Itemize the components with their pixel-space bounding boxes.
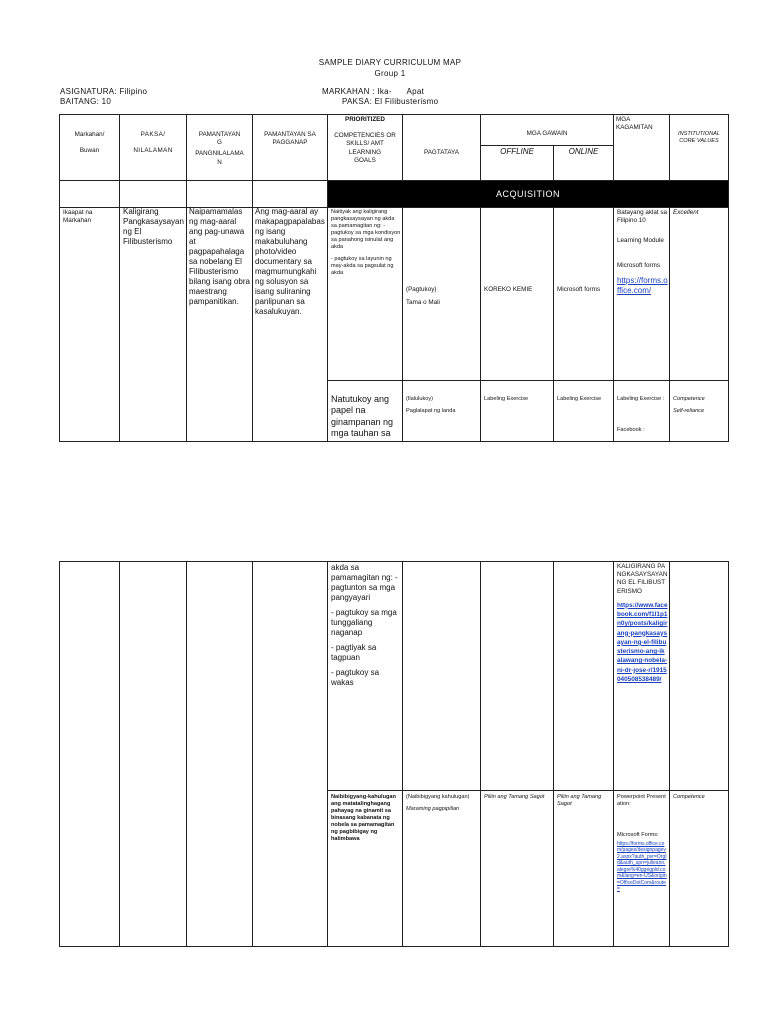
row1-pagtataya-a: (Pagtukoy): [406, 286, 437, 293]
row1-pagtataya-b: Tama o Mali: [406, 299, 440, 307]
doc-title: SAMPLE DIARY CURRICULUM MAP: [318, 58, 462, 67]
row1-markahan: Ikaapat na Markahan: [63, 209, 93, 225]
th-kagamitan-line1: MGA: [616, 116, 631, 123]
asignatura-label: ASIGNATURA: Filipino: [60, 87, 148, 96]
th-paksa-line1: PAKSA/: [140, 131, 166, 138]
th-kagamitan-line2: KAGAMITAN: [616, 124, 653, 132]
p2-row1-competency-b: - pagtukoy sa mga tunggaliang naganap: [331, 608, 397, 637]
p2-row1-competency-c: - pagtiyak sa tagpuan: [331, 643, 377, 662]
row1-paksa: Kaligirang Pangkasaysayan ng El Filibusterismo: [123, 207, 184, 246]
th-pangnilalaman-line1: PAMANTAYAN: [198, 131, 241, 138]
row1-kagamitan: [617, 209, 668, 301]
paksa-label: PAKSA: El Filibusterismo: [342, 97, 439, 106]
p2-row2-kagamitan: [617, 794, 668, 932]
row1-competency-b: - pagtukoy sa layunin ng may-akda sa pagsulat ng akda: [331, 255, 394, 276]
row2-core-values-b: Self-reliance: [673, 407, 705, 414]
th-pagtataya: PAGTATAYA: [424, 149, 459, 156]
p2-row2-forms-link[interactable]: https://forms.office.com/pages/designpagev2.aspx?auth_pvr=OrgId&auth_upn=julieann.alegre%40ggegpld.com&lang=en-US&origin=OfficeDotCom&route=: [617, 840, 667, 893]
markahan-label: MARKAHAN : Ika- Apat: [322, 87, 425, 96]
th-core-values-line1: INSTITUTIONAL: [678, 131, 720, 137]
p2-row2-pagtataya-a: (Naibibigyang kahulugan): [406, 794, 470, 800]
th-competencies-line4: LEARNING: [348, 148, 382, 156]
row1-competency: [331, 209, 401, 282]
row2-kagamitan: [617, 396, 668, 439]
row2-online: Labeling Exercise: [557, 396, 602, 402]
th-pangnilalaman: [187, 131, 252, 167]
th-online: ONLINE: [568, 147, 599, 156]
doc-group: Group 1: [374, 69, 406, 78]
row1-forms-link[interactable]: https://forms.office.com/: [617, 275, 668, 295]
th-markahan-line1: Markahan/: [74, 131, 105, 138]
row2-pagtataya: [406, 396, 479, 420]
th-paksa: [120, 131, 186, 155]
row1-pagganap: Ang mag-aaral ay makapagpapalabas ng isang makabuluhang photo/video documentary sa magmumungkahi ng solusyon sa isang suliraning panlipunan sa kasalukuyan.: [255, 207, 325, 316]
row1-kagamitan-b: Learning Module: [617, 237, 664, 245]
row2-kagamitan-b: Facebook :: [617, 426, 645, 433]
p2-row2-core-values: Competence: [673, 794, 705, 800]
row1-pangnilalaman: Naipamamalas ng mag-aaral ang pag-unawa at pagpapahalaga sa nobelang El Filibusterismo bilang isang obra maestrang pampanitikan.: [189, 207, 250, 306]
p2-row1-facebook-link[interactable]: https://www.facebook.com/f1l1p1n0y/posts/kaligirang-pangkasaysayan-ng-el-filibusterismo-ang-ikalawang-nobela-ni-dr-jose-r/1915040508538489/: [617, 601, 668, 683]
th-pagganap-line1: PAMANTAYAN SA: [264, 131, 316, 138]
th-pagganap: [253, 131, 327, 147]
th-competencies-line1: PRIORITIZED: [345, 116, 385, 123]
th-competencies: [328, 116, 402, 165]
p2-row2-kagamitan-a: Powerpoint Presentation:: [617, 794, 666, 807]
row1-kagamitan-c: Microsoft forms: [617, 261, 661, 269]
row2-pagtataya-b: Paglalapat ng landa: [406, 407, 456, 414]
th-paksa-line2: NILALAMAN: [133, 147, 173, 155]
th-markahan-line2: Buwan: [79, 147, 100, 155]
row2-offline: Labeling Exercise: [484, 396, 529, 402]
p2-row2-offline: Piliin ang Tamang Sagot: [484, 794, 545, 800]
th-competencies-line3: SKILLS/ AMT: [346, 140, 384, 148]
baitang-label: BAITANG: 10: [60, 97, 112, 106]
p2-row1-competency-d: - pagtukoy sa wakas: [331, 668, 380, 687]
p2-row1-kagamitan-title: KALIGIRANG PANGKASAYSAYAN NG EL FILIBUSTERISMO: [617, 563, 668, 595]
row2-pagtataya-a: (Ilalulukoy): [406, 396, 434, 402]
th-pangnilalaman-line2: G: [217, 139, 222, 147]
th-markahan: [60, 131, 119, 155]
p2-row2-competency: Naibibigyang-kahulugan ang matatalinghagang pahayag na ginamit sa binasang kabanata ng nobela sa pamamagitan ng pagbibigay ng halimbawa: [331, 794, 396, 842]
p2-row2-kagamitan-b: Microsoft Forms:: [617, 831, 659, 838]
p2-row1-competency: [331, 563, 399, 693]
th-kagamitan: [616, 116, 668, 132]
th-pangnilalaman-line3: PANGNILALAMA: [195, 150, 244, 158]
th-competencies-line5: GOALS: [354, 156, 376, 164]
p2-row2-online: Piliin ang Tamang Sagot: [557, 794, 602, 807]
row1-core-values: Excellent: [673, 209, 699, 216]
row1-pagtataya: [406, 286, 479, 312]
th-mga-gawain: MGA GAWAIN: [526, 130, 568, 137]
row2-kagamitan-a: Labeling Exercise :: [617, 396, 665, 402]
p2-row1-kagamitan: [617, 563, 668, 689]
p2-row2-pagtataya: [406, 794, 479, 818]
row1-online: Microsoft forms: [557, 286, 601, 293]
row2-core-values-a: Competence: [673, 396, 705, 402]
th-competencies-line2: COMPETENCIES OR: [334, 132, 396, 140]
th-core-values: [670, 131, 728, 145]
p2-row1-competency-a: akda sa pamamagitan ng: - pagtunton sa mga pangyayari: [331, 563, 398, 602]
th-pangnilalaman-line4: N: [217, 158, 222, 166]
th-core-values-line2: CORE VALUES: [679, 137, 719, 144]
p2-row2-pagtataya-b: Maraming pagpipilian: [406, 805, 460, 812]
row2-competency: Natutukoy ang papel na ginampanan ng mga tauhan sa: [331, 394, 394, 438]
row1-kagamitan-a: Batayang aklat sa Filipino 10: [617, 209, 668, 225]
row1-competency-a: Naitiyak ang kaligirang pangkasaysayan ng akda sa pamamagitan ng: - pagtukoy sa mga kondisyon sa panahong isinulat ang akda: [331, 209, 401, 250]
th-pagganap-line2: PAGGANAP: [272, 139, 308, 147]
acquisition-banner: ACQUISITION: [328, 181, 728, 207]
th-offline: OFFLINE: [500, 147, 534, 156]
row2-core-values: [673, 396, 727, 420]
row1-offline: KOREKO KEMIE: [484, 286, 533, 293]
